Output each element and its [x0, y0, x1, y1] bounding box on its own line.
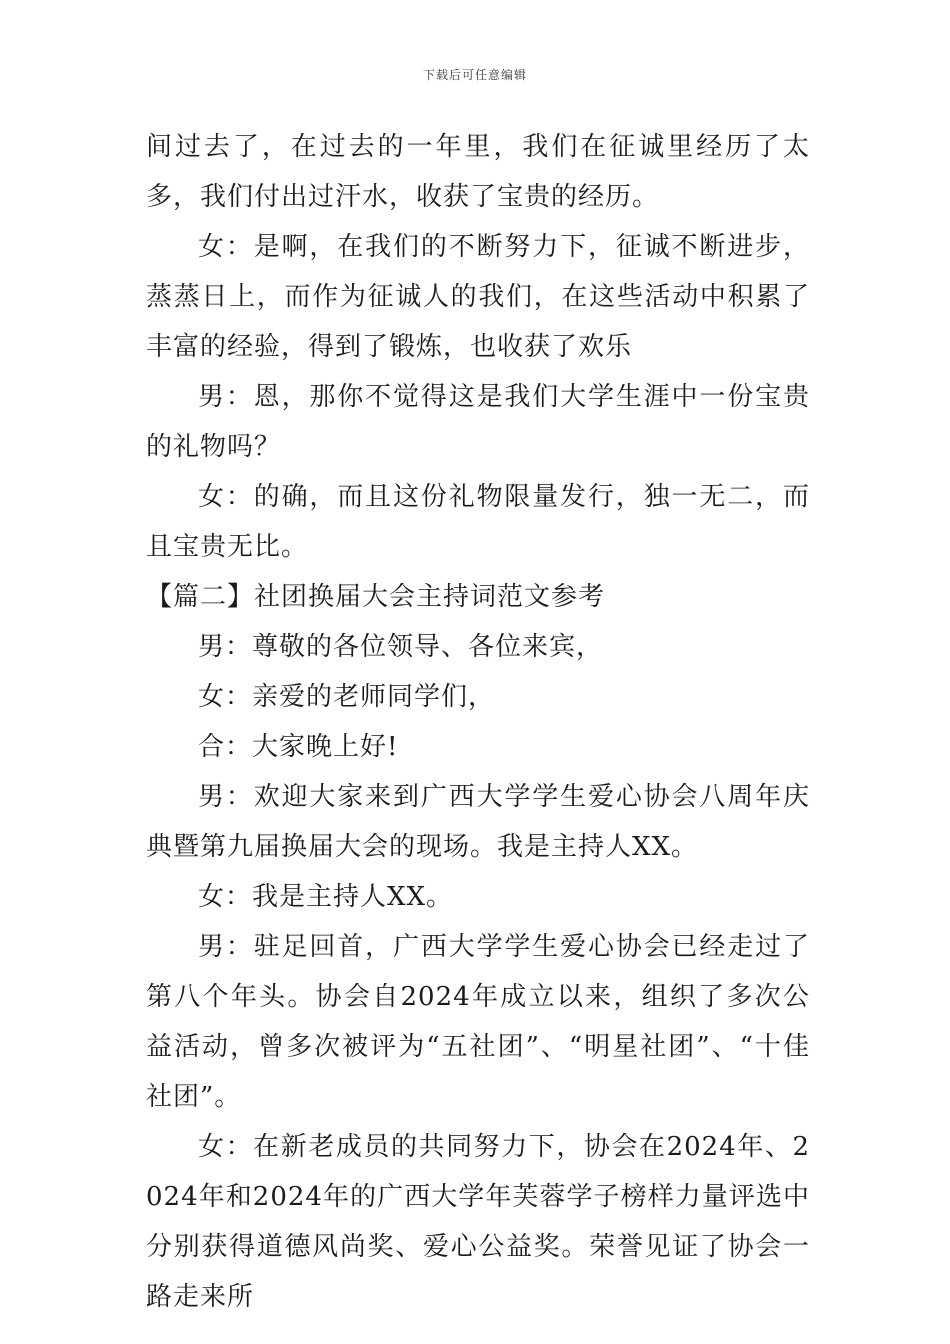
paragraph-dialogue: 男：尊敬的各位领导、各位来宾， [198, 632, 604, 662]
paragraph-dialogue: 女：是啊，在我们的不断努力下，征诚不断进步，蒸蒸日上，而作为征诚人的我们，在这些活动中积累了丰富的经验，得到了锻炼，也收获了欢乐 [146, 232, 810, 362]
paragraph-dialogue: 女：亲爱的老师同学们， [198, 682, 496, 712]
paragraph-dialogue: 女：的确，而且这份礼物限量发行，独一无二，而且宝贵无比。 [146, 482, 810, 562]
paragraph-dialogue: 男：欢迎大家来到广西大学学生爱心协会八周年庆典暨第九届换届大会的现场。我是主持人XX。 [146, 782, 810, 862]
paragraph-dialogue: 女：在新老成员的共同努力下，协会在2024年、2024年和2024年的广西大学年芙蓉学子榜样力量评选中分别获得道德风尚奖、爱心公益奖。荣誉见证了协会一路走来所 [146, 1132, 810, 1312]
page-header-note: 下载后可任意编辑 [422, 68, 527, 82]
paragraph-dialogue: 合：大家晚上好! [198, 732, 399, 762]
paragraph-continuation: 间过去了，在过去的一年里，我们在征诚里经历了太多，我们付出过汗水，收获了宝贵的经历。 [146, 132, 810, 212]
paragraph-dialogue: 男：恩，那你不觉得这是我们大学生涯中一份宝贵的礼物吗？ [146, 382, 810, 462]
paragraph-dialogue: 女：我是主持人XX。 [198, 882, 454, 912]
section-heading: 【篇二】社团换届大会主持词范文参考 [146, 582, 606, 612]
document-body [146, 122, 810, 1322]
paragraph-dialogue: 男：驻足回首，广西大学学生爱心协会已经走过了第八个年头。协会自2024年成立以来，组织了多次公益活动，曾多次被评为“五社团”、“明星社团”、“十佳社团”。 [146, 932, 810, 1112]
